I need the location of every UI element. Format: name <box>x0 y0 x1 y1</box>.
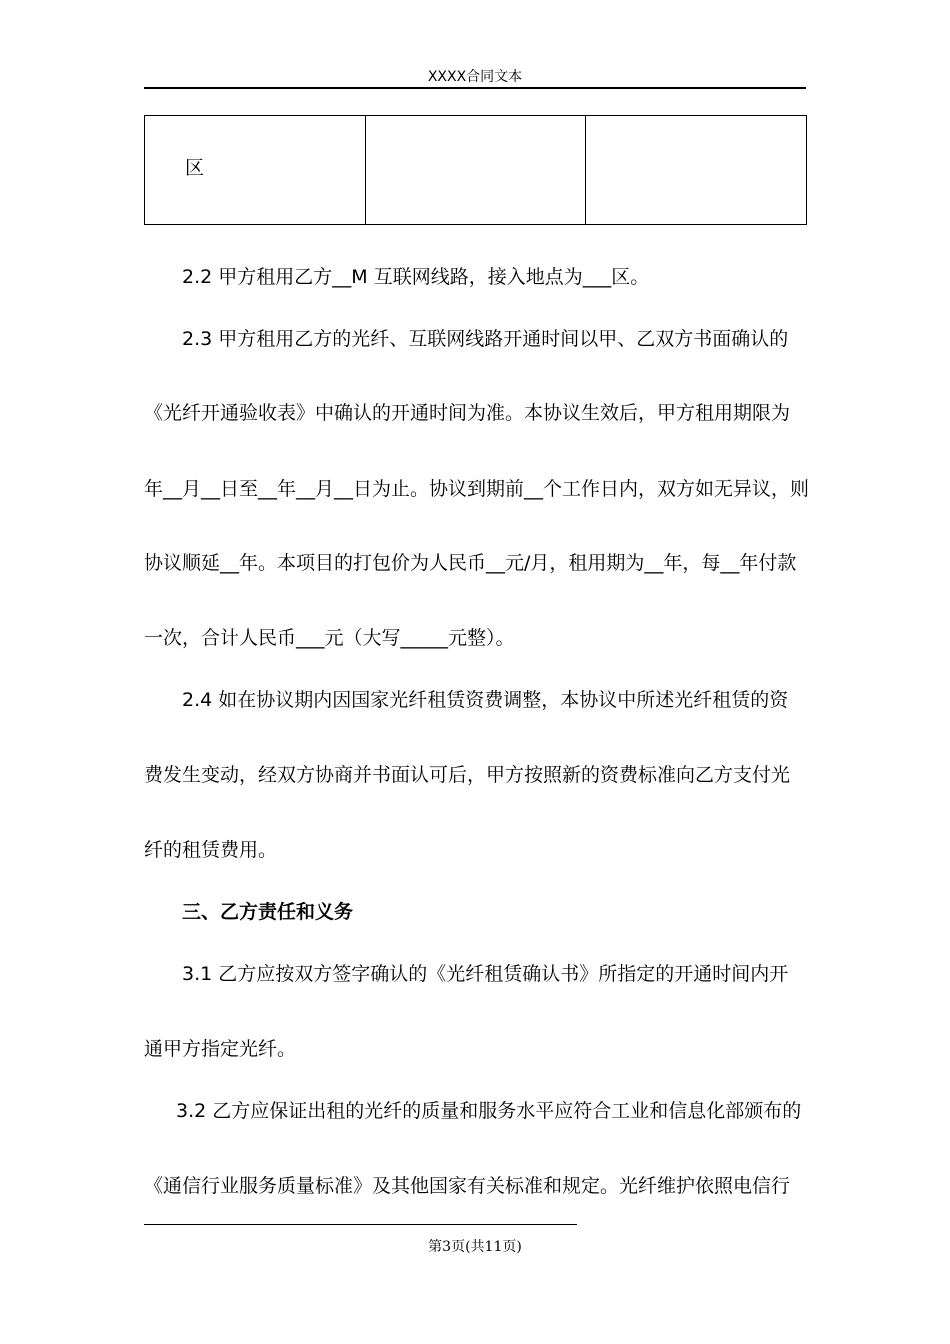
paragraph-line: 2.3 甲方租用乙方的光纤、互联网线路开通时间以甲、乙双方书面确认的 <box>182 328 789 350</box>
paragraph-line: 一次，合计人民币___元（大写_____元整）。 <box>144 627 515 649</box>
paragraph-line: 年__月__日至__年__月__日为止。协议到期前__个工作日内，双方如无异议，则 <box>144 478 810 500</box>
section-heading: 三、乙方责任和义务 <box>182 901 354 923</box>
table-cell-text <box>366 116 586 156</box>
page-number: 第3页(共11页) <box>428 1239 522 1255</box>
paragraph-line: 纤的租赁费用。 <box>144 839 278 861</box>
paragraph-line: 3.2 乙方应保证出租的光纤的质量和服务水平应符合工业和信息化部颁布的 <box>176 1100 802 1122</box>
paragraph-line: 通甲方指定光纤。 <box>144 1038 297 1060</box>
paragraph-line: 费发生变动，经双方协商并书面认可后，甲方按照新的资费标准向乙方支付光 <box>144 764 791 786</box>
paragraph-line: 《通信行业服务质量标准》及其他国家有关标准和规定。光纤维护依照电信行 <box>144 1175 791 1197</box>
table-cell-text <box>586 116 806 156</box>
table-cell <box>145 116 366 225</box>
page-header-title: XXXX合同文本 <box>427 69 523 85</box>
table-cell <box>586 116 807 225</box>
table-cell-text: 区 <box>185 157 205 179</box>
paragraph-line: 2.2 甲方租用乙方__M 互联网线路，接入地点为___区。 <box>182 266 650 288</box>
paragraph-line: 2.4 如在协议期内因国家光纤租赁资费调整，本协议中所述光纤租赁的资 <box>182 689 789 711</box>
table-row <box>145 116 807 225</box>
info-table <box>144 115 807 225</box>
header-rule <box>144 87 806 89</box>
paragraph-line: 《光纤开通验收表》中确认的开通时间为准。本协议生效后，甲方租用期限为 <box>144 402 791 424</box>
footer-rule <box>144 1224 577 1225</box>
table-cell <box>365 116 586 225</box>
paragraph-line: 协议顺延__年。本项目的打包价为人民币__元/月，租用期为__年，每__年付款 <box>144 552 797 574</box>
paragraph-line: 3.1 乙方应按双方签字确认的《光纤租赁确认书》所指定的开通时间内开 <box>182 963 789 985</box>
